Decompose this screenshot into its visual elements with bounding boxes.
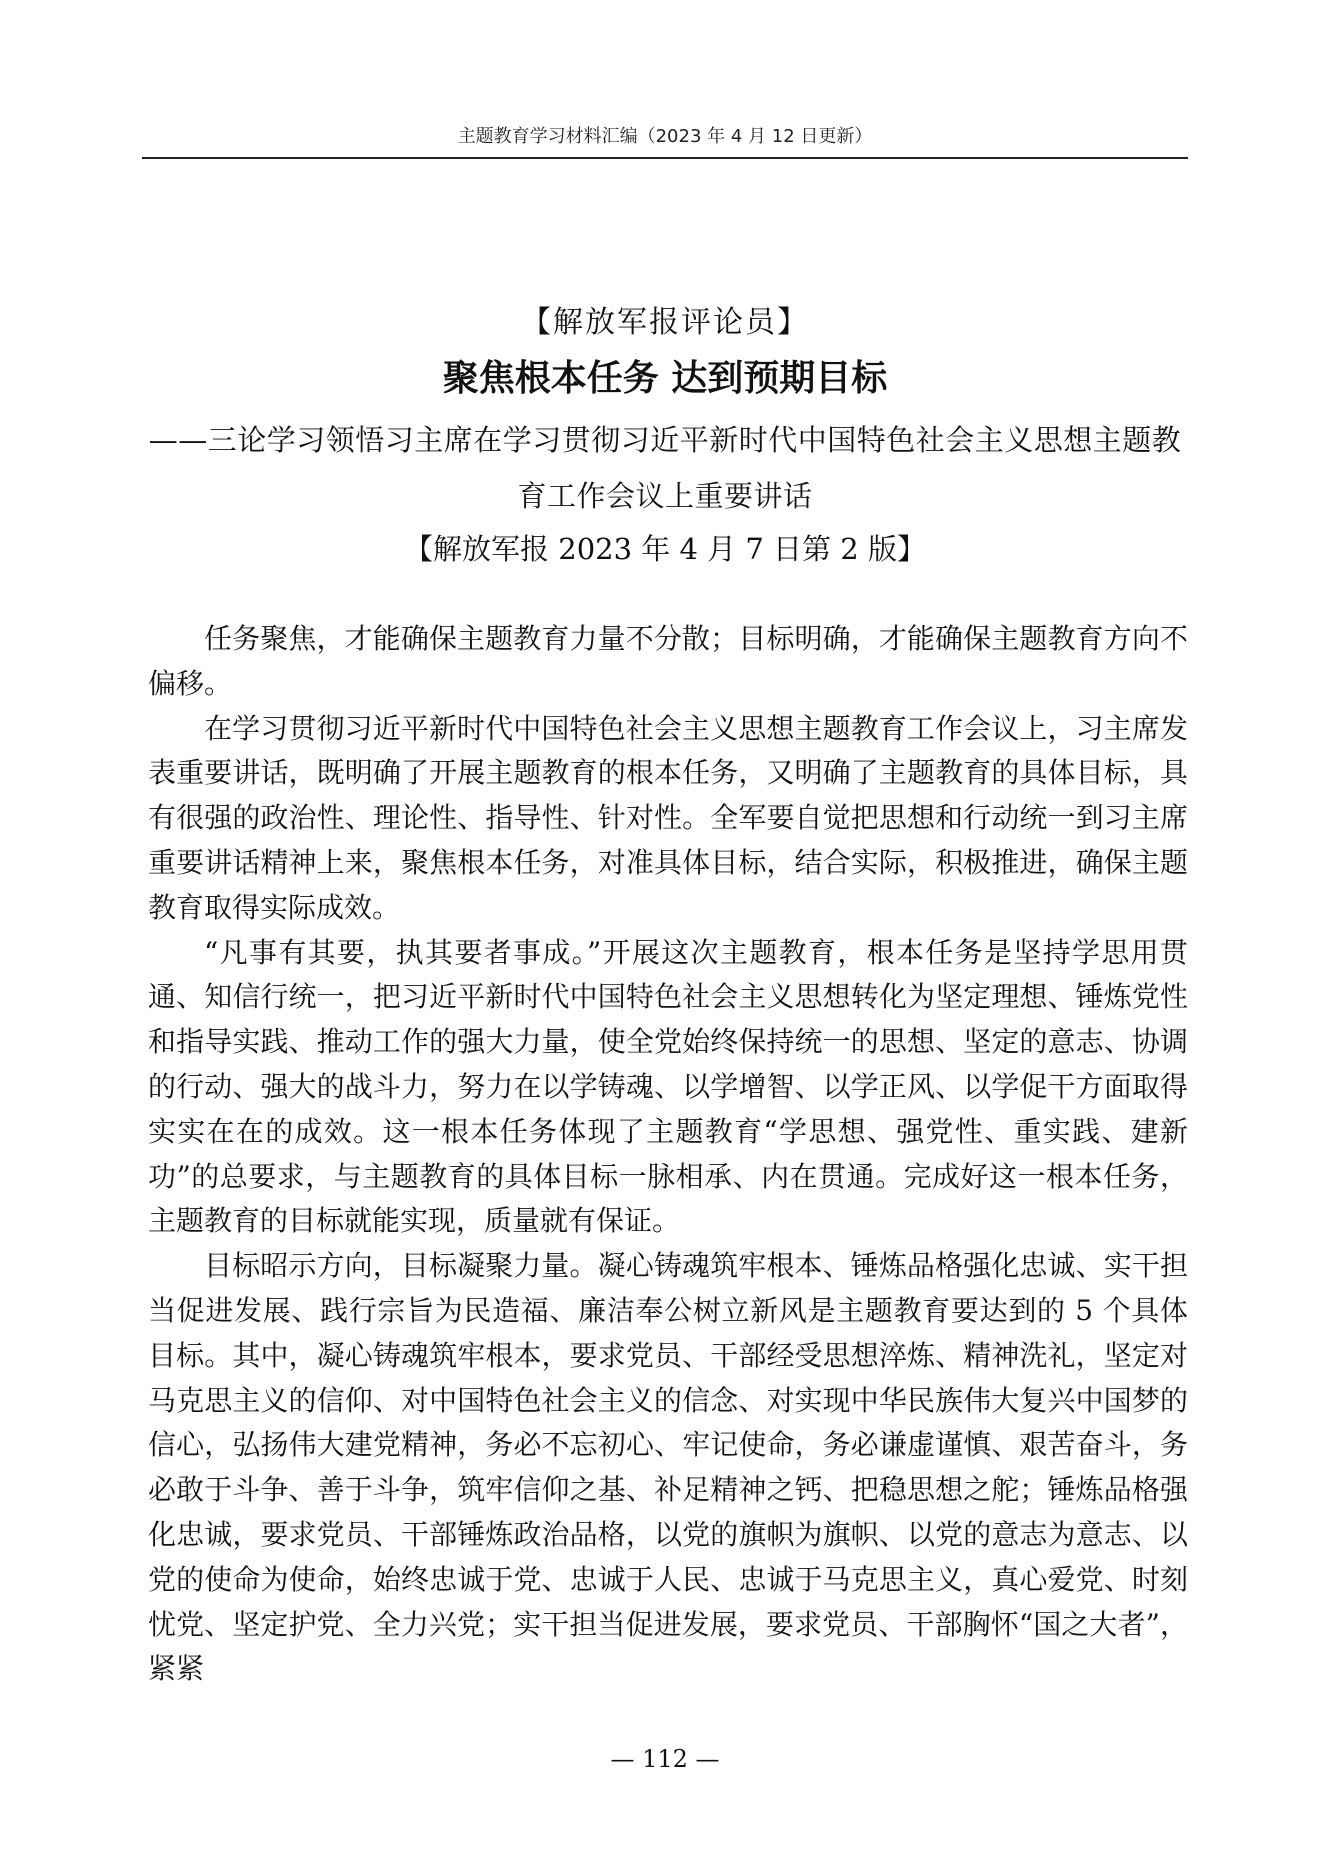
page-number: — 112 — [610,1745,720,1773]
article-title: 聚焦根本任务 达到预期目标 [442,358,888,399]
article-body [148,617,1188,1692]
article-source: 【解放军报 2023 年 4 月 7 日第 2 版】 [404,532,926,566]
body-paragraph: 任务聚焦，才能确保主题教育力量不分散；目标明确，才能确保主题教育方向不偏移。 [148,622,1188,700]
body-paragraph: 目标昭示方向，目标凝聚力量。凝心铸魂筑牢根本、锤炼品格强化忠诚、实干担当促进发展、践行宗旨为民造福、廉洁奉公树立新风是主题教育要达到的 5 个具体目标。其中，凝心铸魂筑牢根本，要求党员、干部经受思想淬炼、精神洗礼，坚定对马克思主义的信仰、对中国特色社会主义的信念、对实现中华民族伟大复兴中国梦的信心，弘扬伟大建党精神，务必不忘初心、牢记使命，务必谦虚谨慎、艰苦奋斗，务必敢于斗争、善于斗争，筑牢信仰之基、补足精神之钙、把稳思想之舵；锤炼品格强化忠诚，要求党员、干部锤炼政治品格，以党的旗帜为旗帜、以党的意志为意志、以党的使命为使命，始终忠诚于党、忠诚于人民、忠诚于马克思主义，真心爱党、时刻忧党、坚定护党、全力兴党；实干担当促进发展，要求党员、干部胸怀“国之大者”，紧紧 [148,1249,1188,1686]
running-header: 主题教育学习材料汇编（2023 年 4 月 12 日更新） [457,126,873,147]
body-paragraph: 在学习贯彻习近平新时代中国特色社会主义思想主题教育工作会议上，习主席发表重要讲话，既明确了开展主题教育的根本任务，又明确了主题教育的具体目标，具有很强的政治性、理论性、指导性、针对性。全军要自觉把思想和行动统一到习主席重要讲话精神上来，聚焦根本任务，对准具体目标，结合实际，积极推进，确保主题教育取得实际成效。 [148,711,1188,924]
article-subtitle: ——三论学习领悟习主席在学习贯彻习近平新时代中国特色社会主义思想主题教育工作会议上重要讲话 [148,423,1182,513]
column-tag: 【解放军报评论员】 [521,305,809,340]
header-divider [142,157,1188,159]
body-paragraph: “凡事有其要，执其要者事成。”开展这次主题教育，根本任务是坚持学思用贯通、知信行统一，把习近平新时代中国特色社会主义思想转化为坚定理想、锤炼党性和指导实践、推动工作的强大力量，使全党始终保持统一的思想、坚定的意志、协调的行动、强大的战斗力，努力在以学铸魂、以学增智、以学正风、以学促干方面取得实实在在的成效。这一根本任务体现了主题教育“学思想、强党性、重实践、建新功”的总要求，与主题教育的具体目标一脉相承、内在贯通。完成好这一根本任务，主题教育的目标就能实现，质量就有保证。 [148,935,1188,1238]
